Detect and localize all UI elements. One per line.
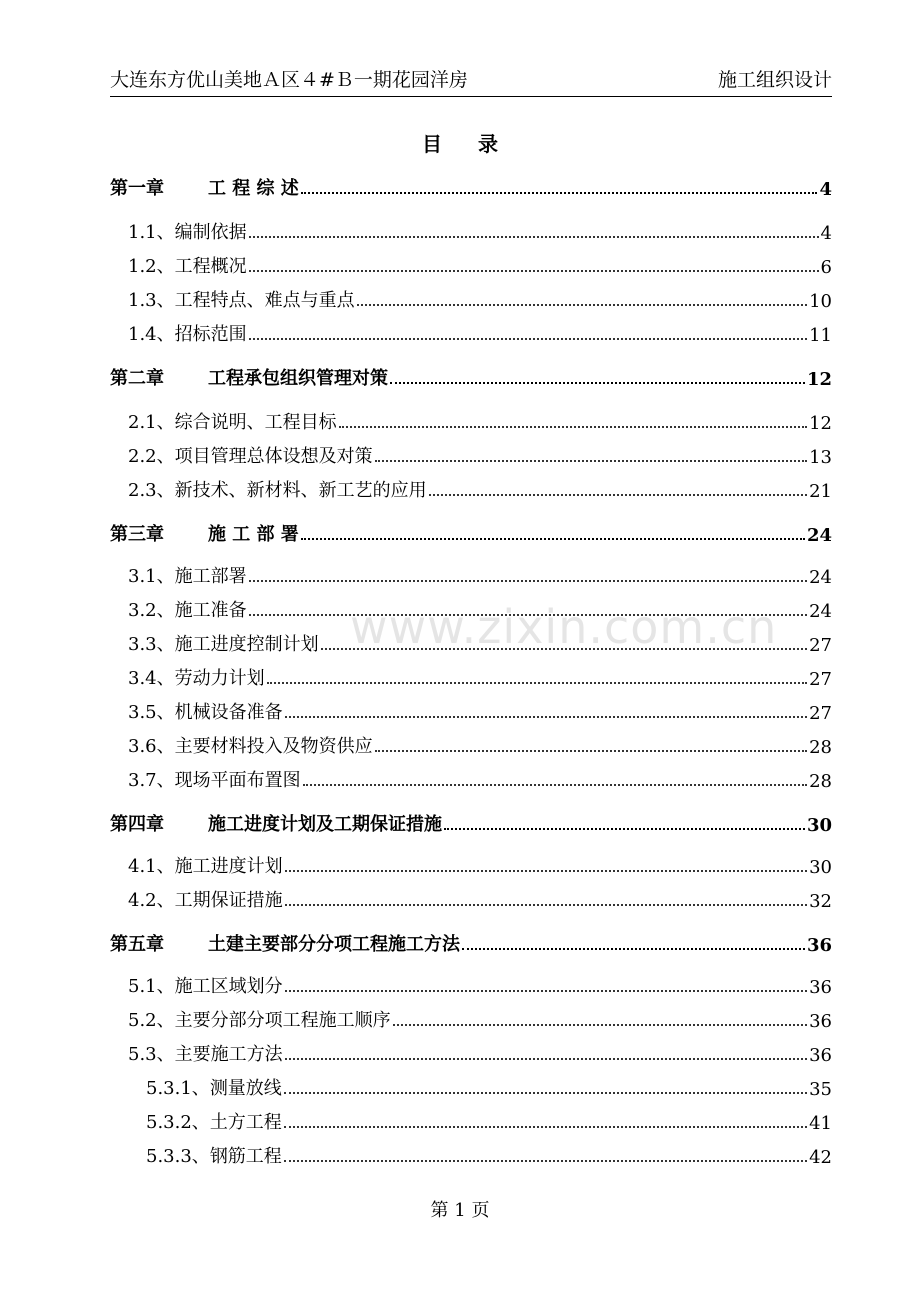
toc-entry-page: 6 [820, 257, 832, 278]
toc-dot-leader [249, 338, 807, 340]
toc-dot-leader [284, 1126, 807, 1128]
toc-section-entry[interactable] [128, 694, 832, 724]
toc-dot-leader [393, 1024, 807, 1026]
toc-entry-page: 10 [809, 291, 832, 312]
toc-entry-page: 21 [809, 481, 832, 502]
toc-dot-leader [390, 382, 805, 384]
toc-entry-page: 32 [809, 891, 832, 912]
toc-dot-leader [301, 192, 818, 194]
toc-entry-title: 钢筋工程 [209, 1146, 282, 1167]
project-name: 大连东方优山美地Ａ区４#Ｂ一期花园洋房 [110, 69, 468, 91]
toc-chapter-entry[interactable] [110, 170, 832, 200]
toc-entry-title: 施工准备 [174, 600, 247, 621]
toc-dot-leader [284, 1160, 807, 1162]
toc-entry-number: 5.3.2、 [146, 1112, 210, 1133]
document-type: 施工组织设计 [717, 69, 832, 91]
toc-entry-page: 24 [809, 567, 832, 588]
toc-dot-leader [429, 494, 807, 496]
toc-dot-leader [249, 270, 819, 272]
toc-entry-title: 新技术、新材料、新工艺的应用 [174, 480, 427, 501]
toc-entry-title: 工程承包组织管理对策 [208, 368, 388, 389]
toc-entry-number: 3.2、 [128, 600, 175, 621]
toc-section-entry[interactable] [128, 728, 832, 758]
toc-entry-page: 28 [809, 771, 832, 792]
toc-entry-number: 5.3、 [128, 1044, 175, 1065]
toc-entry-page: 36 [809, 1045, 832, 1066]
toc-entry-number: 1.2、 [128, 256, 175, 277]
toc-entry-page: 36 [806, 935, 832, 956]
toc-chapter-entry[interactable] [110, 516, 832, 546]
toc-entry-page: 30 [806, 815, 832, 836]
toc-dot-leader [301, 538, 805, 540]
toc-section-entry[interactable] [128, 968, 832, 998]
watermark: www.zixin.com.cn [350, 600, 778, 654]
toc-entry-title: 土建主要部分分项工程施工方法 [208, 934, 460, 955]
toc-entry-title: 综合说明、工程目标 [174, 412, 337, 433]
toc-entry-title: 项目管理总体设想及对策 [174, 446, 373, 467]
toc-entry-page: 36 [809, 977, 832, 998]
toc-entry-page: 36 [809, 1011, 832, 1032]
toc-entry-title: 施工进度计划 [174, 856, 283, 877]
toc-section-entry[interactable] [128, 214, 832, 244]
toc-entry-page: 30 [809, 857, 832, 878]
toc-chapter-entry[interactable] [110, 806, 832, 836]
toc-section-entry[interactable] [128, 404, 832, 434]
toc-section-entry[interactable] [128, 438, 832, 468]
toc-section-entry[interactable] [128, 1002, 832, 1032]
toc-section-entry[interactable] [128, 848, 832, 878]
toc-entry-page: 11 [809, 325, 832, 346]
toc-entry-number: 5.3.3、 [146, 1146, 210, 1167]
toc-dot-leader [303, 784, 807, 786]
toc-entry-title: 主要分部分项工程施工顺序 [174, 1010, 391, 1031]
toc-entry-number: 3.4、 [128, 668, 175, 689]
toc-entry-title: 测量放线 [209, 1078, 282, 1099]
toc-entry-page: 42 [809, 1147, 832, 1168]
toc-section-entry[interactable] [128, 660, 832, 690]
toc-dot-leader [462, 948, 805, 950]
toc-dot-leader [444, 828, 805, 830]
toc-entry-title: 现场平面布置图 [174, 770, 301, 791]
toc-entry-page: 4 [820, 223, 832, 244]
toc-entry-number: 5.3.1、 [146, 1078, 210, 1099]
toc-entry-number: 3.6、 [128, 736, 175, 757]
toc-entry-title: 工程概况 [174, 256, 247, 277]
toc-entry-number: 5.1、 [128, 976, 175, 997]
toc-entry-page: 12 [806, 369, 832, 390]
toc-entry-page: 24 [809, 601, 832, 622]
toc-dot-leader [375, 750, 807, 752]
toc-section-entry[interactable] [128, 558, 832, 588]
toc-dot-leader [284, 1092, 807, 1094]
toc-entry-page: 12 [809, 413, 832, 434]
toc-entry-number: 第二章 [110, 368, 164, 389]
toc-entry-page: 13 [809, 447, 832, 468]
toc-entry-number: 3.3、 [128, 634, 175, 655]
toc-entry-page: 27 [809, 635, 832, 656]
toc-entry-number: 2.1、 [128, 412, 175, 433]
toc-dot-leader [375, 460, 807, 462]
toc-entry-number: 2.3、 [128, 480, 175, 501]
page-number: 第 1 页 [430, 1200, 490, 1221]
toc-entry-number: 3.7、 [128, 770, 175, 791]
toc-entry-page: 27 [809, 669, 832, 690]
toc-dot-leader [357, 304, 807, 306]
toc-section-entry[interactable] [128, 762, 832, 792]
toc-dot-leader [285, 716, 807, 718]
toc-section-entry[interactable] [128, 316, 832, 346]
toc-section-entry[interactable] [146, 1070, 832, 1100]
toc-dot-leader [249, 580, 807, 582]
toc-dot-leader [285, 990, 807, 992]
toc-entry-number: 2.2、 [128, 446, 175, 467]
toc-entry-number: 3.1、 [128, 566, 175, 587]
toc-dot-leader [339, 426, 807, 428]
toc-entry-number: 1.4、 [128, 324, 175, 345]
toc-section-entry[interactable] [128, 282, 832, 312]
toc-entry-number: 第一章 [110, 178, 164, 199]
toc-title: 目录 [422, 132, 534, 156]
toc-entry-page: 41 [809, 1113, 832, 1134]
toc-entry-page: 28 [809, 737, 832, 758]
toc-entry-number: 1.3、 [128, 290, 175, 311]
toc-entry-title: 劳动力计划 [174, 668, 265, 689]
toc-entry-title: 主要施工方法 [174, 1044, 283, 1065]
toc-entry-title: 机械设备准备 [174, 702, 283, 723]
toc-entry-page: 4 [819, 179, 832, 200]
toc-dot-leader [249, 236, 819, 238]
toc-entry-number: 1.1、 [128, 222, 175, 243]
toc-entry-title: 土方工程 [209, 1112, 282, 1133]
toc-entry-title: 工 程 综 述 [208, 178, 299, 199]
toc-dot-leader [285, 1058, 807, 1060]
toc-chapter-entry[interactable] [110, 360, 832, 390]
toc-dot-leader [285, 904, 807, 906]
toc-dot-leader [285, 870, 807, 872]
toc-entry-title: 招标范围 [174, 324, 247, 345]
toc-entry-title: 工程特点、难点与重点 [174, 290, 355, 311]
toc-section-entry[interactable] [128, 882, 832, 912]
toc-entry-title: 施工部署 [174, 566, 247, 587]
toc-entry-title: 施 工 部 署 [208, 524, 299, 545]
toc-entry-title: 工期保证措施 [174, 890, 283, 911]
toc-entry-number: 第四章 [110, 814, 164, 835]
toc-entry-number: 4.1、 [128, 856, 175, 877]
toc-entry-number: 第五章 [110, 934, 164, 955]
toc-entry-page: 24 [806, 525, 832, 546]
toc-entry-title: 施工区域划分 [174, 976, 283, 997]
toc-dot-leader [267, 682, 807, 684]
toc-chapter-entry[interactable] [110, 926, 832, 956]
toc-entry-title: 施工进度计划及工期保证措施 [208, 814, 442, 835]
toc-section-entry[interactable] [128, 248, 832, 278]
toc-entry-number: 5.2、 [128, 1010, 175, 1031]
toc-section-entry[interactable] [146, 1104, 832, 1134]
toc-section-entry[interactable] [128, 472, 832, 502]
toc-section-entry[interactable] [128, 1036, 832, 1066]
toc-section-entry[interactable] [146, 1138, 832, 1168]
toc-entry-title: 编制依据 [174, 222, 247, 243]
toc-entry-page: 27 [809, 703, 832, 724]
toc-entry-title: 施工进度控制计划 [174, 634, 319, 655]
toc-entry-number: 3.5、 [128, 702, 175, 723]
toc-entry-number: 第三章 [110, 524, 164, 545]
toc-entry-title: 主要材料投入及物资供应 [174, 736, 373, 757]
toc-entry-page: 35 [809, 1079, 832, 1100]
toc-entry-number: 4.2、 [128, 890, 175, 911]
